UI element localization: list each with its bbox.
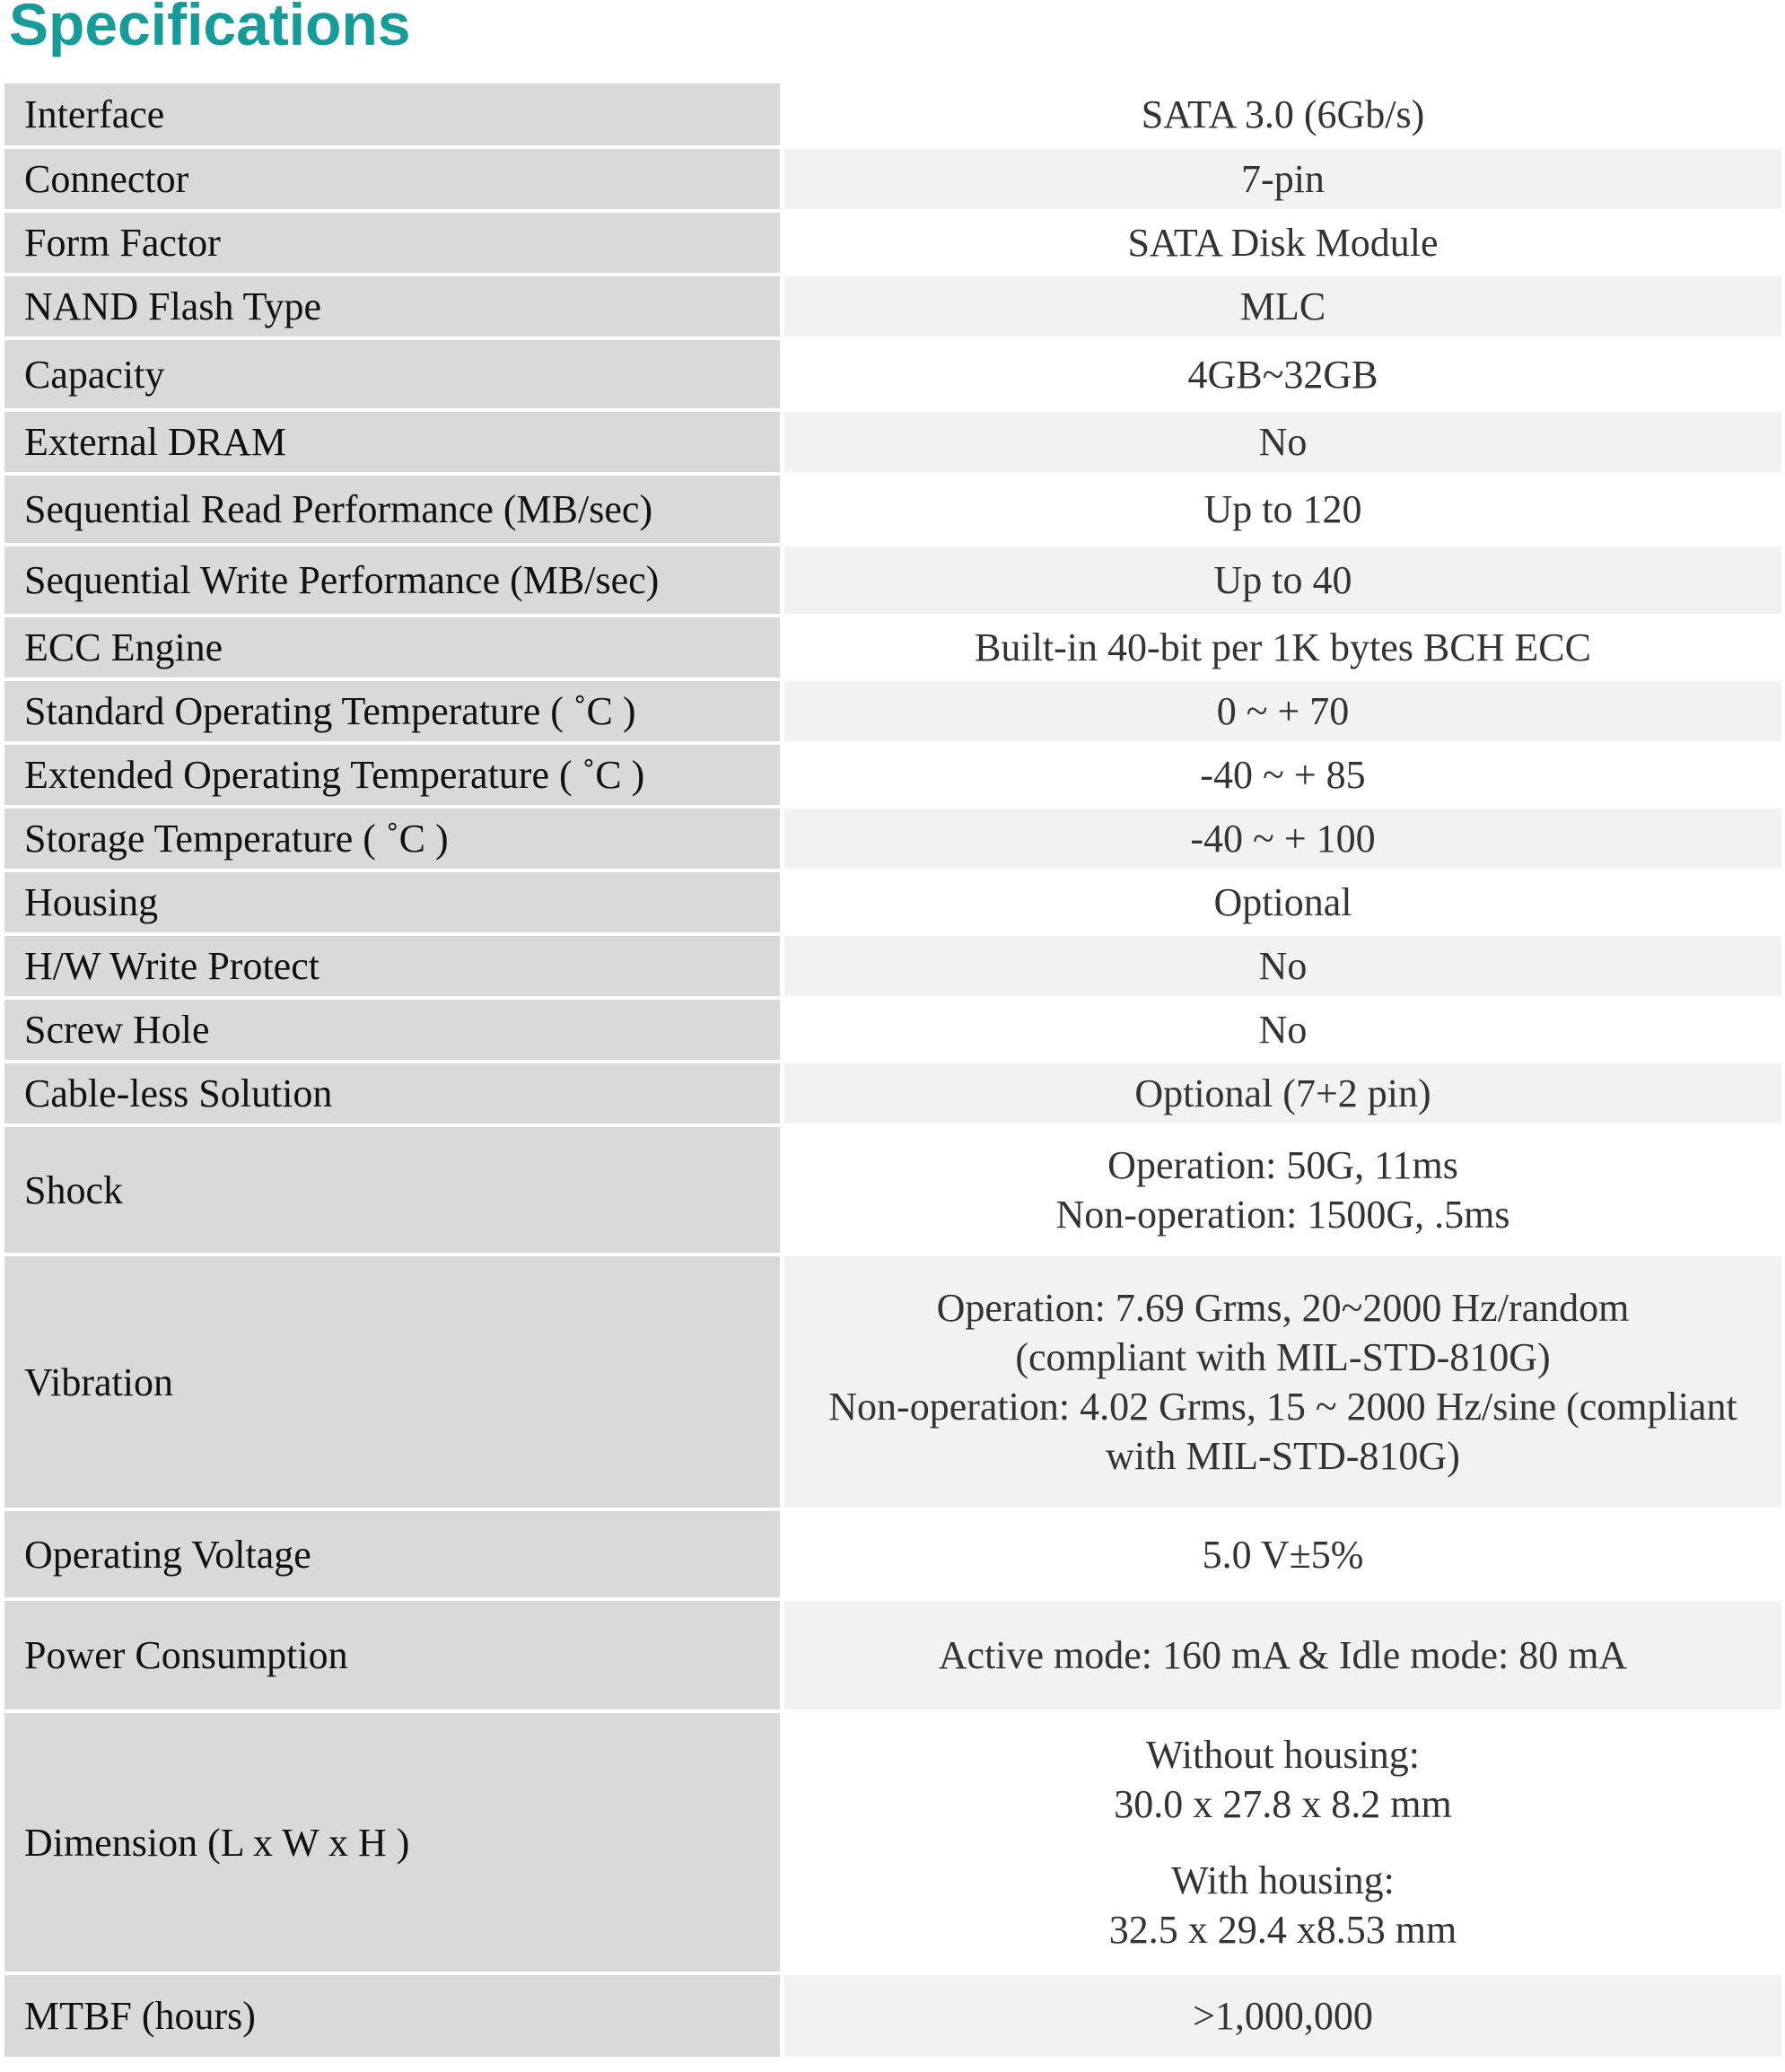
spec-row-cable-less-solution bbox=[4, 1062, 1781, 1125]
spec-row-capacity bbox=[4, 338, 1781, 410]
spec-row-housing bbox=[4, 870, 1781, 934]
spec-value-line: 32.5 x 29.4 x8.53 mm bbox=[1108, 1908, 1457, 1952]
spec-value-line: Without housing: bbox=[1145, 1733, 1420, 1777]
specifications-table bbox=[4, 83, 1781, 2060]
spec-label: Extended Operating Temperature ( ˚C ) bbox=[4, 743, 783, 807]
spec-row-connector bbox=[4, 147, 1781, 211]
spec-value: 5.0 V±5% bbox=[783, 1509, 1782, 1599]
spec-label: Screw Hole bbox=[4, 998, 783, 1062]
spec-row-sequential-write bbox=[4, 545, 1781, 616]
spec-value: No bbox=[783, 934, 1782, 998]
spec-value-line: With housing: bbox=[1171, 1858, 1395, 1902]
spec-value: 7-pin bbox=[783, 147, 1782, 211]
spec-label: Interface bbox=[4, 83, 783, 147]
spec-label: Sequential Write Performance (MB/sec) bbox=[4, 545, 783, 616]
spec-value bbox=[783, 1255, 1782, 1509]
spec-value: >1,000,000 bbox=[783, 1973, 1782, 2059]
spec-value-line: Non-operation: 1500G, .5ms bbox=[1055, 1193, 1510, 1237]
spec-value-line: Operation: 7.69 Grms, 20~2000 Hz/random bbox=[936, 1286, 1630, 1330]
spec-value: Up to 120 bbox=[783, 474, 1782, 545]
spec-value: Active mode: 160 mA & Idle mode: 80 mA bbox=[783, 1599, 1782, 1711]
line-spacer bbox=[784, 1829, 1781, 1856]
spec-value-line: Operation: 50G, 11ms bbox=[1107, 1143, 1458, 1187]
spec-value bbox=[783, 1711, 1782, 1973]
spec-label: Vibration bbox=[4, 1255, 783, 1509]
spec-value: Up to 40 bbox=[783, 545, 1782, 616]
spec-value-line: Non-operation: 4.02 Grms, 15 ~ 2000 Hz/sine (compliant bbox=[828, 1385, 1737, 1429]
spec-value bbox=[783, 1125, 1782, 1255]
spec-value: No bbox=[783, 998, 1782, 1062]
spec-value: Optional bbox=[783, 870, 1782, 934]
spec-row-storage-temperature bbox=[4, 807, 1781, 870]
spec-value: -40 ~ + 85 bbox=[783, 743, 1782, 807]
spec-row-sequential-read bbox=[4, 474, 1781, 545]
spec-value: Optional (7+2 pin) bbox=[783, 1062, 1782, 1125]
spec-label: Standard Operating Temperature ( ˚C ) bbox=[4, 679, 783, 743]
spec-label: Connector bbox=[4, 147, 783, 211]
spec-row-form-factor bbox=[4, 211, 1781, 275]
spec-row-shock bbox=[4, 1125, 1781, 1255]
spec-label: H/W Write Protect bbox=[4, 934, 783, 998]
spec-row-dimension bbox=[4, 1711, 1781, 1973]
spec-row-operating-voltage bbox=[4, 1509, 1781, 1599]
spec-row-power-consumption bbox=[4, 1599, 1781, 1711]
spec-label: Storage Temperature ( ˚C ) bbox=[4, 807, 783, 870]
spec-row-nand-flash-type bbox=[4, 275, 1781, 338]
spec-value-line: 30.0 x 27.8 x 8.2 mm bbox=[1114, 1782, 1452, 1826]
spec-value: SATA Disk Module bbox=[783, 211, 1782, 275]
spec-value-line: (compliant with MIL-STD-810G) bbox=[1015, 1335, 1551, 1379]
spec-label: Dimension (L x W x H ) bbox=[4, 1711, 783, 1973]
spec-label: Capacity bbox=[4, 338, 783, 410]
spec-value-line: with MIL-STD-810G) bbox=[1106, 1434, 1460, 1478]
spec-value: SATA 3.0 (6Gb/s) bbox=[783, 83, 1782, 147]
spec-row-screw-hole bbox=[4, 998, 1781, 1062]
spec-value: No bbox=[783, 410, 1782, 474]
spec-label: Form Factor bbox=[4, 211, 783, 275]
spec-value: -40 ~ + 100 bbox=[783, 807, 1782, 870]
spec-value: Built-in 40-bit per 1K bytes BCH ECC bbox=[783, 616, 1782, 679]
spec-row-extended-operating-temperature bbox=[4, 743, 1781, 807]
spec-label: Shock bbox=[4, 1125, 783, 1255]
spec-label: Sequential Read Performance (MB/sec) bbox=[4, 474, 783, 545]
spec-value: MLC bbox=[783, 275, 1782, 338]
spec-value: 0 ~ + 70 bbox=[783, 679, 1782, 743]
spec-label: Operating Voltage bbox=[4, 1509, 783, 1599]
page-title: Specifications bbox=[9, 0, 411, 57]
spec-row-standard-operating-temperature bbox=[4, 679, 1781, 743]
spec-label: External DRAM bbox=[4, 410, 783, 474]
spec-row-interface bbox=[4, 83, 1781, 147]
spec-label: Cable-less Solution bbox=[4, 1062, 783, 1125]
spec-row-ecc-engine bbox=[4, 616, 1781, 679]
spec-row-vibration bbox=[4, 1255, 1781, 1509]
spec-label: MTBF (hours) bbox=[4, 1973, 783, 2059]
spec-label: Housing bbox=[4, 870, 783, 934]
spec-label: ECC Engine bbox=[4, 616, 783, 679]
spec-label: NAND Flash Type bbox=[4, 275, 783, 338]
spec-row-hw-write-protect bbox=[4, 934, 1781, 998]
spec-row-external-dram bbox=[4, 410, 1781, 474]
spec-label: Power Consumption bbox=[4, 1599, 783, 1711]
spec-value: 4GB~32GB bbox=[783, 338, 1782, 410]
spec-row-mtbf bbox=[4, 1973, 1781, 2059]
